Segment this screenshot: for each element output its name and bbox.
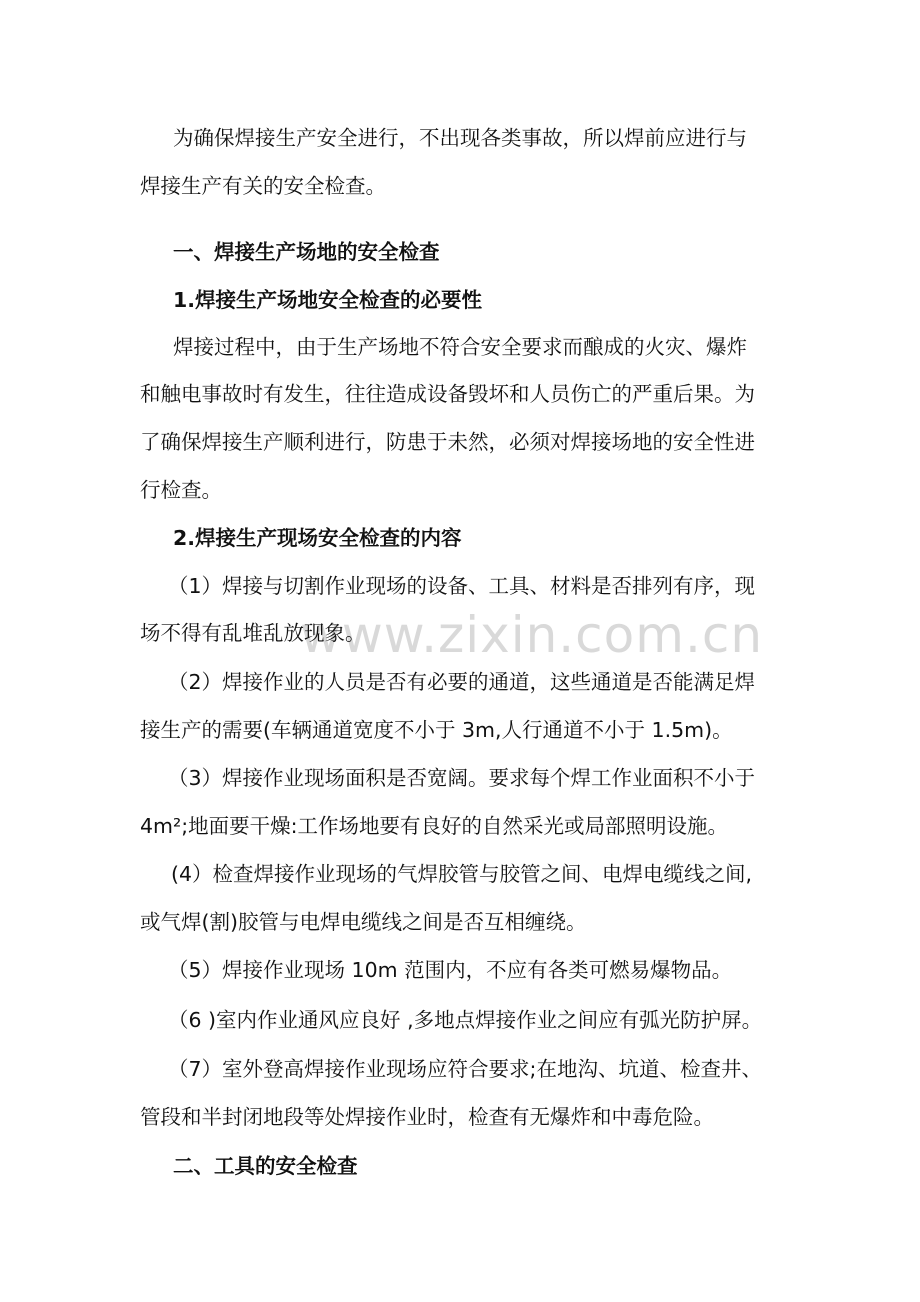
list-item-3-line-1: （3）焊接作业现场面积是否宽阔。要求每个焊工作业面积不小于 [168, 766, 756, 790]
intro-line-1: 为确保焊接生产安全进行，不出现各类事故，所以焊前应进行与 [173, 126, 747, 150]
list-item-2-line-2: 接生产的需要(车辆通道宽度不小于 3m,人行通道不小于 1.5m)。 [140, 718, 733, 742]
paragraph-line: 焊接过程中，由于生产场地不符合安全要求而酿成的火灾、爆炸 [173, 335, 747, 359]
paragraph-line: 和触电事故时有发生，往往造成设备毁坏和人员伤亡的严重后果。为 [140, 382, 755, 406]
list-item-7-line-1: （7）室外登高焊接作业现场应符合要求;在地沟、坑道、检查井、 [168, 1057, 762, 1081]
subsection-2-heading: 2.焊接生产现场安全检查的内容 [173, 526, 462, 550]
section-2-heading: 二、工具的安全检查 [173, 1154, 358, 1178]
list-item-2-line-1: （2）焊接作业的人员是否有必要的通道，这些通道是否能满足焊 [168, 670, 756, 694]
list-item-1-line-2: 场不得有乱堆乱放现象。 [140, 621, 366, 645]
list-item-1-line-1: （1）焊接与切割作业现场的设备、工具、材料是否排列有序，现 [168, 574, 756, 598]
list-item-6: （6 )室内作业通风应良好 ,多地点焊接作业之间应有弧光防护屏。 [168, 1008, 763, 1032]
list-item-5: （5）焊接作业现场 10m 范围内，不应有各类可燃易爆物品。 [168, 958, 733, 982]
list-item-4-line-1: (4）检查焊接作业现场的气焊胶管与胶管之间、电焊电缆线之间, [171, 862, 753, 886]
section-1-heading: 一、焊接生产场地的安全检查 [173, 240, 440, 264]
watermark: www.zixin.com.cn [300, 606, 764, 664]
list-item-3-line-2: 4m²;地面要干燥:工作场地要有良好的自然采光或局部照明设施。 [140, 814, 729, 838]
paragraph-line: 行检查。 [140, 478, 222, 502]
list-item-7-line-2: 管段和半封闭地段等处焊接作业时，检查有无爆炸和中毒危险。 [140, 1105, 714, 1129]
paragraph-line: 了确保焊接生产顺利进行，防患于未然，必须对焊接场地的安全性进 [140, 430, 755, 454]
subsection-1-heading: 1.焊接生产场地安全检查的必要性 [173, 288, 483, 312]
list-item-4-line-2: 或气焊(割)胶管与电焊电缆线之间是否互相缠绕。 [140, 910, 587, 934]
intro-line-2: 焊接生产有关的安全检查。 [140, 174, 386, 198]
